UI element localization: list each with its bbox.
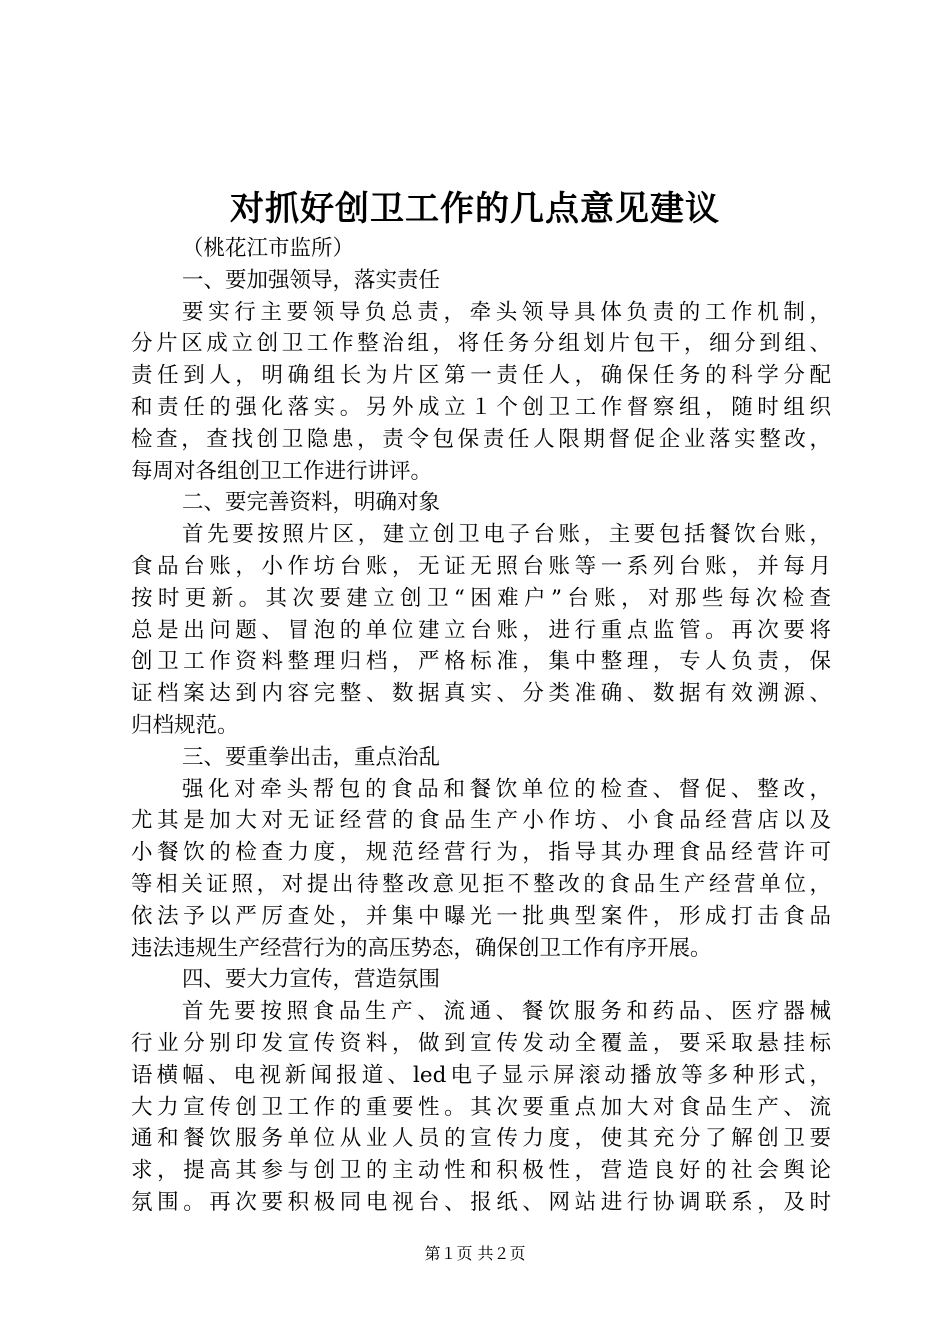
text-line: 尤其是加大对无证经营的食品生产小作坊、小食品经营店以及 xyxy=(131,808,831,834)
text-line: 归档规范。 xyxy=(131,712,239,738)
text-line: 通和餐饮服务单位从业人员的宣传力度，使其充分了解创卫要 xyxy=(131,1126,831,1152)
text-line: 检查，查找创卫隐患，责令包保责任人限期督促企业落实整改， xyxy=(131,426,831,452)
text-line: 首先要按照片区，建立创卫电子台账，主要包括餐饮台账， xyxy=(182,522,831,548)
text-line: 分片区成立创卫工作整治组，将任务分组划片包干，细分到组、 xyxy=(131,331,831,357)
text-line: 首先要按照食品生产、流通、餐饮服务和药品、医疗器械 xyxy=(182,999,831,1025)
text-line: 和责任的强化落实。另外成立１个创卫工作督察组，随时组织 xyxy=(131,394,831,420)
page-footer: 第１页 共２页 xyxy=(424,1244,526,1263)
text-line: 创卫工作资料整理归档，严格标准，集中整理，专人负责，保 xyxy=(131,649,831,675)
text-line: 总是出问题、冒泡的单位建立台账，进行重点监管。再次要将 xyxy=(131,617,831,643)
text-line: （桃花江市监所） xyxy=(182,236,355,261)
text-line: 责任到人，明确组长为片区第一责任人，确保任务的科学分配 xyxy=(131,363,831,389)
document-body xyxy=(131,233,831,1219)
text-line: 等相关证照，对提出待整改意见拒不整改的食品生产经营单位， xyxy=(131,871,831,897)
text-line: 依法予以严厉查处，并集中曝光一批典型案件，形成打击食品 xyxy=(131,903,831,929)
text-line: 行业分别印发宣传资料，做到宣传发动全覆盖，要采取悬挂标 xyxy=(131,1030,831,1056)
text-line: 二、要完善资料，明确对象 xyxy=(182,490,441,516)
text-line: 强化对牵头帮包的食品和餐饮单位的检查、督促、整改， xyxy=(182,776,831,802)
text-line: 求，提高其参与创卫的主动性和积极性，营造良好的社会舆论 xyxy=(131,1158,831,1184)
text-line: 食品台账，小作坊台账，无证无照台账等一系列台账，并每月 xyxy=(131,553,831,579)
text-line: 小餐饮的检查力度，规范经营行为，指导其办理食品经营许可 xyxy=(131,840,831,866)
text-line: 一、要加强领导，落实责任 xyxy=(182,267,441,293)
text-line: 氛围。再次要积极同电视台、报纸、网站进行协调联系，及时 xyxy=(131,1189,831,1215)
text-line: 每周对各组创卫工作进行讲评。 xyxy=(131,458,433,484)
document-title: 对抓好创卫工作的几点意见建议 xyxy=(230,189,720,229)
text-line: 三、要重拳出击，重点治乱 xyxy=(182,744,441,770)
text-line: 按时更新。其次要建立创卫“困难户”台账，对那些每次检查 xyxy=(131,585,831,611)
text-line: 要实行主要领导负总责，牵头领导具体负责的工作机制， xyxy=(182,299,831,325)
text-line: 大力宣传创卫工作的重要性。其次要重点加大对食品生产、流 xyxy=(131,1094,831,1120)
text-line: 四、要大力宣传，营造氛围 xyxy=(182,967,441,993)
text-line: 违法违规生产经营行为的高压势态，确保创卫工作有序开展。 xyxy=(131,935,712,961)
text-line: 语横幅、电视新闻报道、led电子显示屏滚动播放等多种形式， xyxy=(131,1062,831,1088)
text-line: 证档案达到内容完整、数据真实、分类准确、数据有效溯源、 xyxy=(131,681,831,707)
